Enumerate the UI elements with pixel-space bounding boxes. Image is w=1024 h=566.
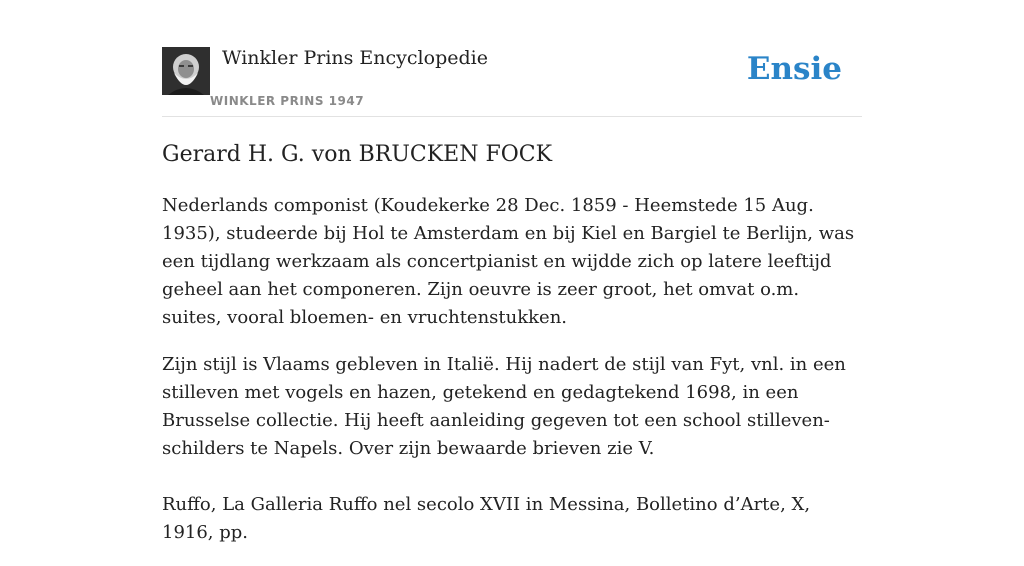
edition-label: WINKLER PRINS 1947 <box>210 94 365 108</box>
site-name-link[interactable]: Winkler Prins Encyclopedie <box>222 47 488 69</box>
reference-paragraph: Ruffo, La Galleria Ruffo nel secolo XVII in Messina, Bolletino d’Arte, X, 1916, pp. <box>162 494 811 543</box>
ensie-logo[interactable]: Ensie <box>746 51 842 87</box>
article-paragraph: Nederlands componist (Koudekerke 28 Dec. 1859 - Heemstede 15 Aug. 1935), studeerde bij Hol te Amsterdam en bij Kiel en Bargiel te Berlijn, was een tijdlang werkzaam als concertpianist en wijdde zich op latere leeftijd geheel aan het componeren. Zijn oeuvre is zeer groot, het omvat o.m. suites, vooral bloemen- en vruchtenstukken. <box>162 195 855 328</box>
article-paragraph: Zijn stijl is Vlaams gebleven in Italië. Hij nadert de stijl van Fyt, vnl. in een stilleven met vogels en hazen, getekend en gedagtekend 1698, in een Brusselse collectie. Hij heeft aanleiding gegeven tot een school stilleven-schilders te Napels. Over zijn bewaarde brieven zie V. <box>162 354 846 459</box>
article-title: Gerard H. G. von BRUCKEN FOCK <box>162 142 553 167</box>
portrait-icon <box>162 47 210 95</box>
author-avatar[interactable] <box>162 47 210 95</box>
article-body <box>162 192 862 566</box>
site-header <box>162 0 862 117</box>
